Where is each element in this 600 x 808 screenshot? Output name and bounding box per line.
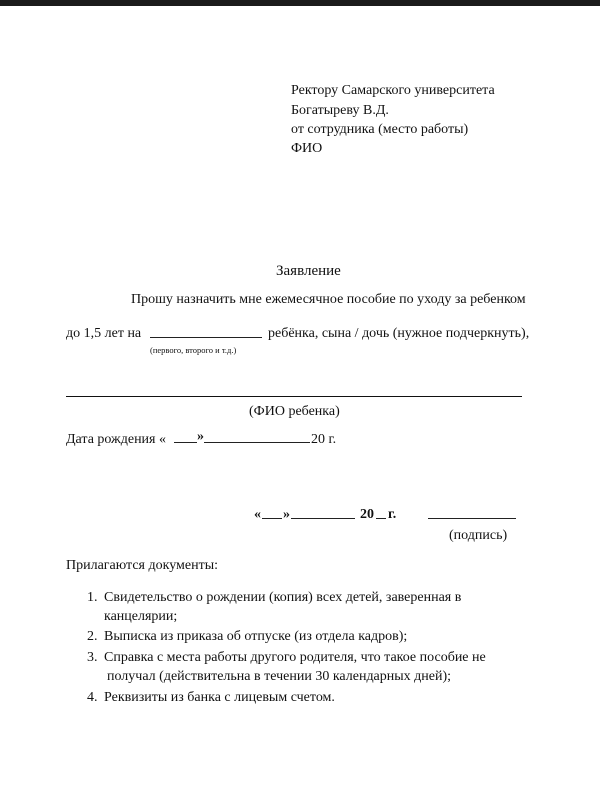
signature-blank[interactable] bbox=[428, 518, 516, 519]
attachments-heading: Прилагаются документы: bbox=[66, 558, 218, 573]
list-item: Выписка из приказа об отпуске (из отдела кадров); bbox=[104, 629, 408, 644]
child-name-line[interactable] bbox=[66, 396, 522, 397]
sign-year-suffix: г. bbox=[388, 507, 397, 522]
list-item-continuation: канцелярии; bbox=[104, 609, 178, 624]
body-line-1: Прошу назначить мне ежемесячное пособие по уходу за ребенком bbox=[131, 292, 526, 307]
child-name-caption: (ФИО ребенка) bbox=[249, 404, 340, 419]
addressee-line-2: Богатыреву В.Д. bbox=[291, 103, 389, 118]
top-bar bbox=[0, 0, 600, 6]
list-item: Справка с места работы другого родителя, что такое пособие не bbox=[104, 650, 486, 665]
list-item-continuation: получал (действительна в течении 30 календарных дней); bbox=[107, 669, 452, 684]
body-line-2-end: ребёнка, сына / дочь (нужное подчеркнуть), bbox=[268, 326, 530, 341]
addressee-line-1: Ректору Самарского университета bbox=[291, 83, 495, 98]
sign-month-blank[interactable] bbox=[291, 518, 355, 519]
sign-date-close: » bbox=[283, 507, 290, 522]
addressee-line-4: ФИО bbox=[291, 141, 323, 156]
list-item-number: 3. bbox=[87, 650, 98, 665]
sign-date-open: « bbox=[254, 507, 261, 522]
birth-quote-close: » bbox=[197, 429, 204, 444]
body-line-2-start: до 1,5 лет на bbox=[66, 326, 142, 341]
birth-year-label: 20 г. bbox=[311, 432, 337, 447]
signature-caption: (подпись) bbox=[449, 528, 508, 543]
list-item: Реквизиты из банка с лицевым счетом. bbox=[104, 690, 335, 705]
child-order-hint: (первого, второго и т.д.) bbox=[150, 345, 237, 355]
list-item: Свидетельство о рождении (копия) всех детей, заверенная в bbox=[104, 590, 462, 605]
birth-day-blank[interactable] bbox=[174, 442, 197, 443]
sign-year-blank[interactable] bbox=[376, 518, 386, 519]
sign-year-prefix: 20 bbox=[360, 507, 374, 522]
birth-month-blank[interactable] bbox=[204, 442, 310, 443]
document-title: Заявление bbox=[276, 263, 341, 279]
list-item-number: 2. bbox=[87, 629, 98, 644]
birth-date-label: Дата рождения « bbox=[66, 432, 166, 447]
list-item-number: 1. bbox=[87, 590, 98, 605]
child-order-blank[interactable] bbox=[150, 337, 262, 338]
sign-day-blank[interactable] bbox=[262, 518, 282, 519]
addressee-line-3: от сотрудника (место работы) bbox=[291, 122, 469, 137]
list-item-number: 4. bbox=[87, 690, 98, 705]
